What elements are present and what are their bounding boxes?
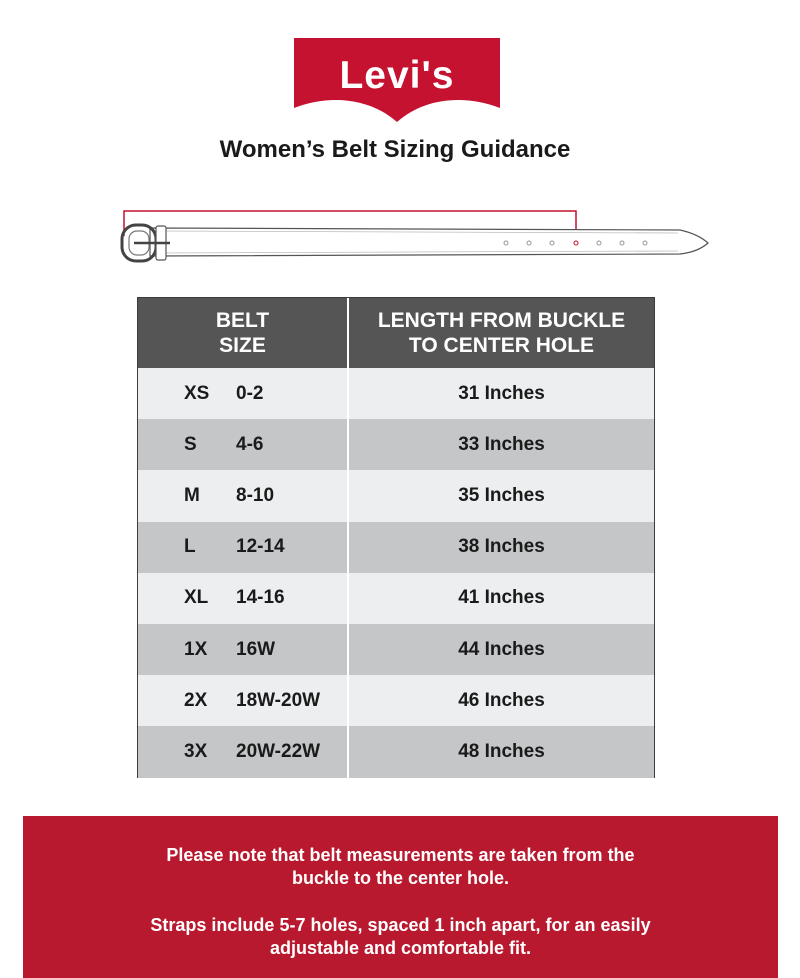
size-code: XS (184, 382, 210, 404)
length-cell: 44 Inches (458, 638, 545, 660)
size-code: L (184, 536, 196, 558)
header-belt-size: BELT SIZE (138, 298, 349, 368)
length-cell: 31 Inches (458, 382, 545, 404)
note-holes: Straps include 5-7 holes, spaced 1 inch apart, for an easily adjustable and comfortable fit. (150, 915, 651, 958)
length-cell: 38 Inches (458, 536, 545, 558)
table-header (138, 298, 654, 368)
size-cell (138, 573, 349, 624)
table-row (138, 522, 654, 573)
size-code: 1X (184, 638, 208, 660)
size-range: 16W (236, 638, 276, 660)
size-code: M (184, 484, 200, 506)
size-code: 2X (184, 689, 208, 711)
size-range: 18W-20W (236, 689, 321, 711)
length-cell: 48 Inches (458, 740, 545, 762)
size-range: 0-2 (236, 382, 264, 404)
table-row (138, 419, 654, 470)
size-cell (138, 624, 349, 675)
size-range: 8-10 (236, 484, 275, 506)
size-cell (138, 470, 349, 521)
belt-illustration (110, 200, 710, 270)
size-range: 20W-22W (236, 740, 321, 762)
logo-text: Levi's (339, 54, 455, 97)
page-title: Women’s Belt Sizing Guidance (219, 136, 571, 163)
size-cell (138, 522, 349, 573)
table-body (138, 368, 654, 778)
size-code: 3X (184, 740, 208, 762)
size-cell (138, 675, 349, 726)
size-code: XL (184, 587, 209, 609)
size-code: S (184, 433, 197, 455)
table-row (138, 368, 654, 419)
length-cell: 46 Inches (458, 689, 545, 711)
header-length: LENGTH FROM BUCKLE TO CENTER HOLE (377, 309, 626, 357)
size-range: 4-6 (236, 433, 264, 455)
measurement-note (23, 816, 778, 978)
size-cell (138, 419, 349, 470)
table-row (138, 675, 654, 726)
table-row (138, 573, 654, 624)
table-row (138, 624, 654, 675)
size-cell (138, 368, 349, 419)
registered-mark: R (460, 38, 480, 58)
table-row (138, 726, 654, 777)
size-cell (138, 726, 349, 777)
length-cell: 35 Inches (458, 484, 545, 506)
size-range: 14-16 (236, 587, 285, 609)
belt-size-table (137, 297, 655, 778)
length-cell: 33 Inches (458, 433, 545, 455)
length-cell: 41 Inches (458, 587, 545, 609)
note-measurement: Please note that belt measurements are taken from the buckle to the center hole. (166, 845, 635, 888)
table-row (138, 470, 654, 521)
size-range: 12-14 (236, 536, 285, 558)
